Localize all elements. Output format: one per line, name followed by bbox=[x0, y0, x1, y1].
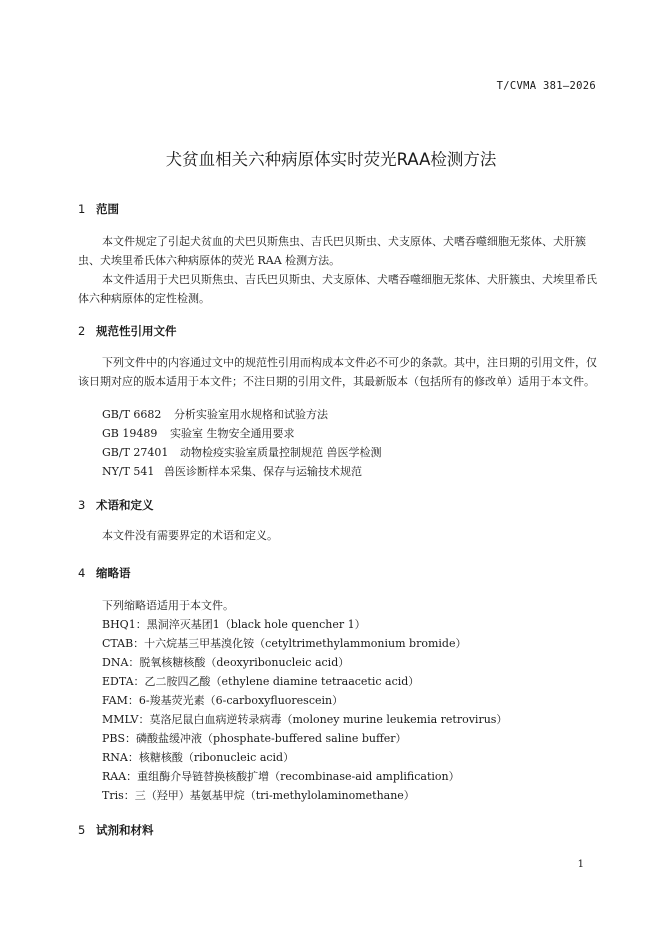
reference-code: GB/T 27401 bbox=[102, 446, 169, 459]
section-4-heading bbox=[78, 565, 131, 581]
section-number: 1 bbox=[78, 202, 86, 216]
document-title: 犬贫血相关六种病原体实时荧光RAA检测方法 bbox=[165, 150, 497, 169]
reference-title: 兽医诊断样本采集、保存与运输技术规范 bbox=[164, 465, 362, 478]
section-title: 缩略语 bbox=[96, 566, 131, 580]
reference-code: GB/T 6682 bbox=[102, 408, 162, 421]
section-number: 4 bbox=[78, 566, 86, 580]
page-number: 1 bbox=[577, 859, 584, 870]
abbreviation-item: MMLV：莫洛尼鼠白血病逆转录病毒（moloney murine leukemia retrovirus） bbox=[102, 713, 508, 726]
abbreviation-item: FAM：6-羧基荧光素（6-carboxyfluorescein） bbox=[102, 694, 344, 707]
abbreviation-item: Tris：三（羟甲）基氨基甲烷（tri-methylolaminomethane） bbox=[102, 789, 415, 802]
standard-code: T/CVMA 381—2026 bbox=[496, 80, 596, 92]
reference-code: GB 19489 bbox=[102, 427, 158, 440]
abbreviation-item: PBS：磷酸盐缓冲液（phosphate-buffered saline buffer） bbox=[102, 732, 407, 745]
section-number: 2 bbox=[78, 324, 86, 338]
section-number: 5 bbox=[78, 823, 86, 837]
reference-title: 分析实验室用水规格和试验方法 bbox=[174, 408, 328, 421]
normative-references-intro: 下列文件中的内容通过文中的规范性引用而构成本文件必不可少的条款。其中，注日期的引用文件，仅该日期对应的版本适用于本文件；不注日期的引用文件，其最新版本（包括所有的修改单）适用于本文件。 bbox=[78, 356, 597, 388]
section-5-heading bbox=[78, 822, 154, 838]
section-number: 3 bbox=[78, 498, 86, 512]
reference-code: NY/T 541 bbox=[102, 465, 155, 478]
scope-paragraph-2: 本文件适用于犬巴贝斯焦虫、吉氏巴贝斯虫、犬支原体、犬嗜吞噬细胞无浆体、犬肝簇虫、犬埃里希氏体六种病原体的定性检测。 bbox=[78, 273, 597, 305]
abbreviation-item: RNA：核糖核酸（ribonucleic acid） bbox=[102, 751, 295, 764]
abbreviation-item: CTAB：十六烷基三甲基溴化铵（cetyltrimethylammonium bromide） bbox=[102, 637, 467, 650]
terms-paragraph: 本文件没有需要界定的术语和定义。 bbox=[102, 529, 278, 542]
reference-item bbox=[102, 424, 295, 443]
scope-paragraph-1: 本文件规定了引起犬贫血的犬巴贝斯焦虫、吉氏巴贝斯虫、犬支原体、犬嗜吞噬细胞无浆体、犬肝簇虫、犬埃里希氏体六种病原体的荧光 RAA 检测方法。 bbox=[78, 235, 586, 267]
abbreviation-item: EDTA：乙二胺四乙酸（ethylene diamine tetraacetic acid） bbox=[102, 675, 420, 688]
abbreviations-intro: 下列缩略语适用于本文件。 bbox=[102, 599, 234, 612]
section-title: 范围 bbox=[96, 202, 119, 216]
abbreviation-item: DNA：脱氧核糖核酸（deoxyribonucleic acid） bbox=[102, 656, 350, 669]
section-3-heading bbox=[78, 497, 154, 513]
section-title: 试剂和材料 bbox=[96, 823, 154, 837]
reference-item bbox=[102, 405, 328, 424]
section-1-heading bbox=[78, 201, 119, 217]
reference-title: 动物检疫实验室质量控制规范 兽医学检测 bbox=[180, 446, 382, 459]
abbreviation-item: RAA：重组酶介导链替换核酸扩增（recombinase-aid amplification） bbox=[102, 770, 460, 783]
reference-title: 实验室 生物安全通用要求 bbox=[170, 427, 295, 440]
reference-item bbox=[102, 462, 362, 481]
section-title: 术语和定义 bbox=[96, 498, 154, 512]
section-title: 规范性引用文件 bbox=[96, 324, 177, 338]
section-2-heading bbox=[78, 323, 177, 339]
abbreviation-item: BHQ1：黑洞淬灭基团1（black hole quencher 1） bbox=[102, 618, 366, 631]
reference-item bbox=[102, 443, 382, 462]
